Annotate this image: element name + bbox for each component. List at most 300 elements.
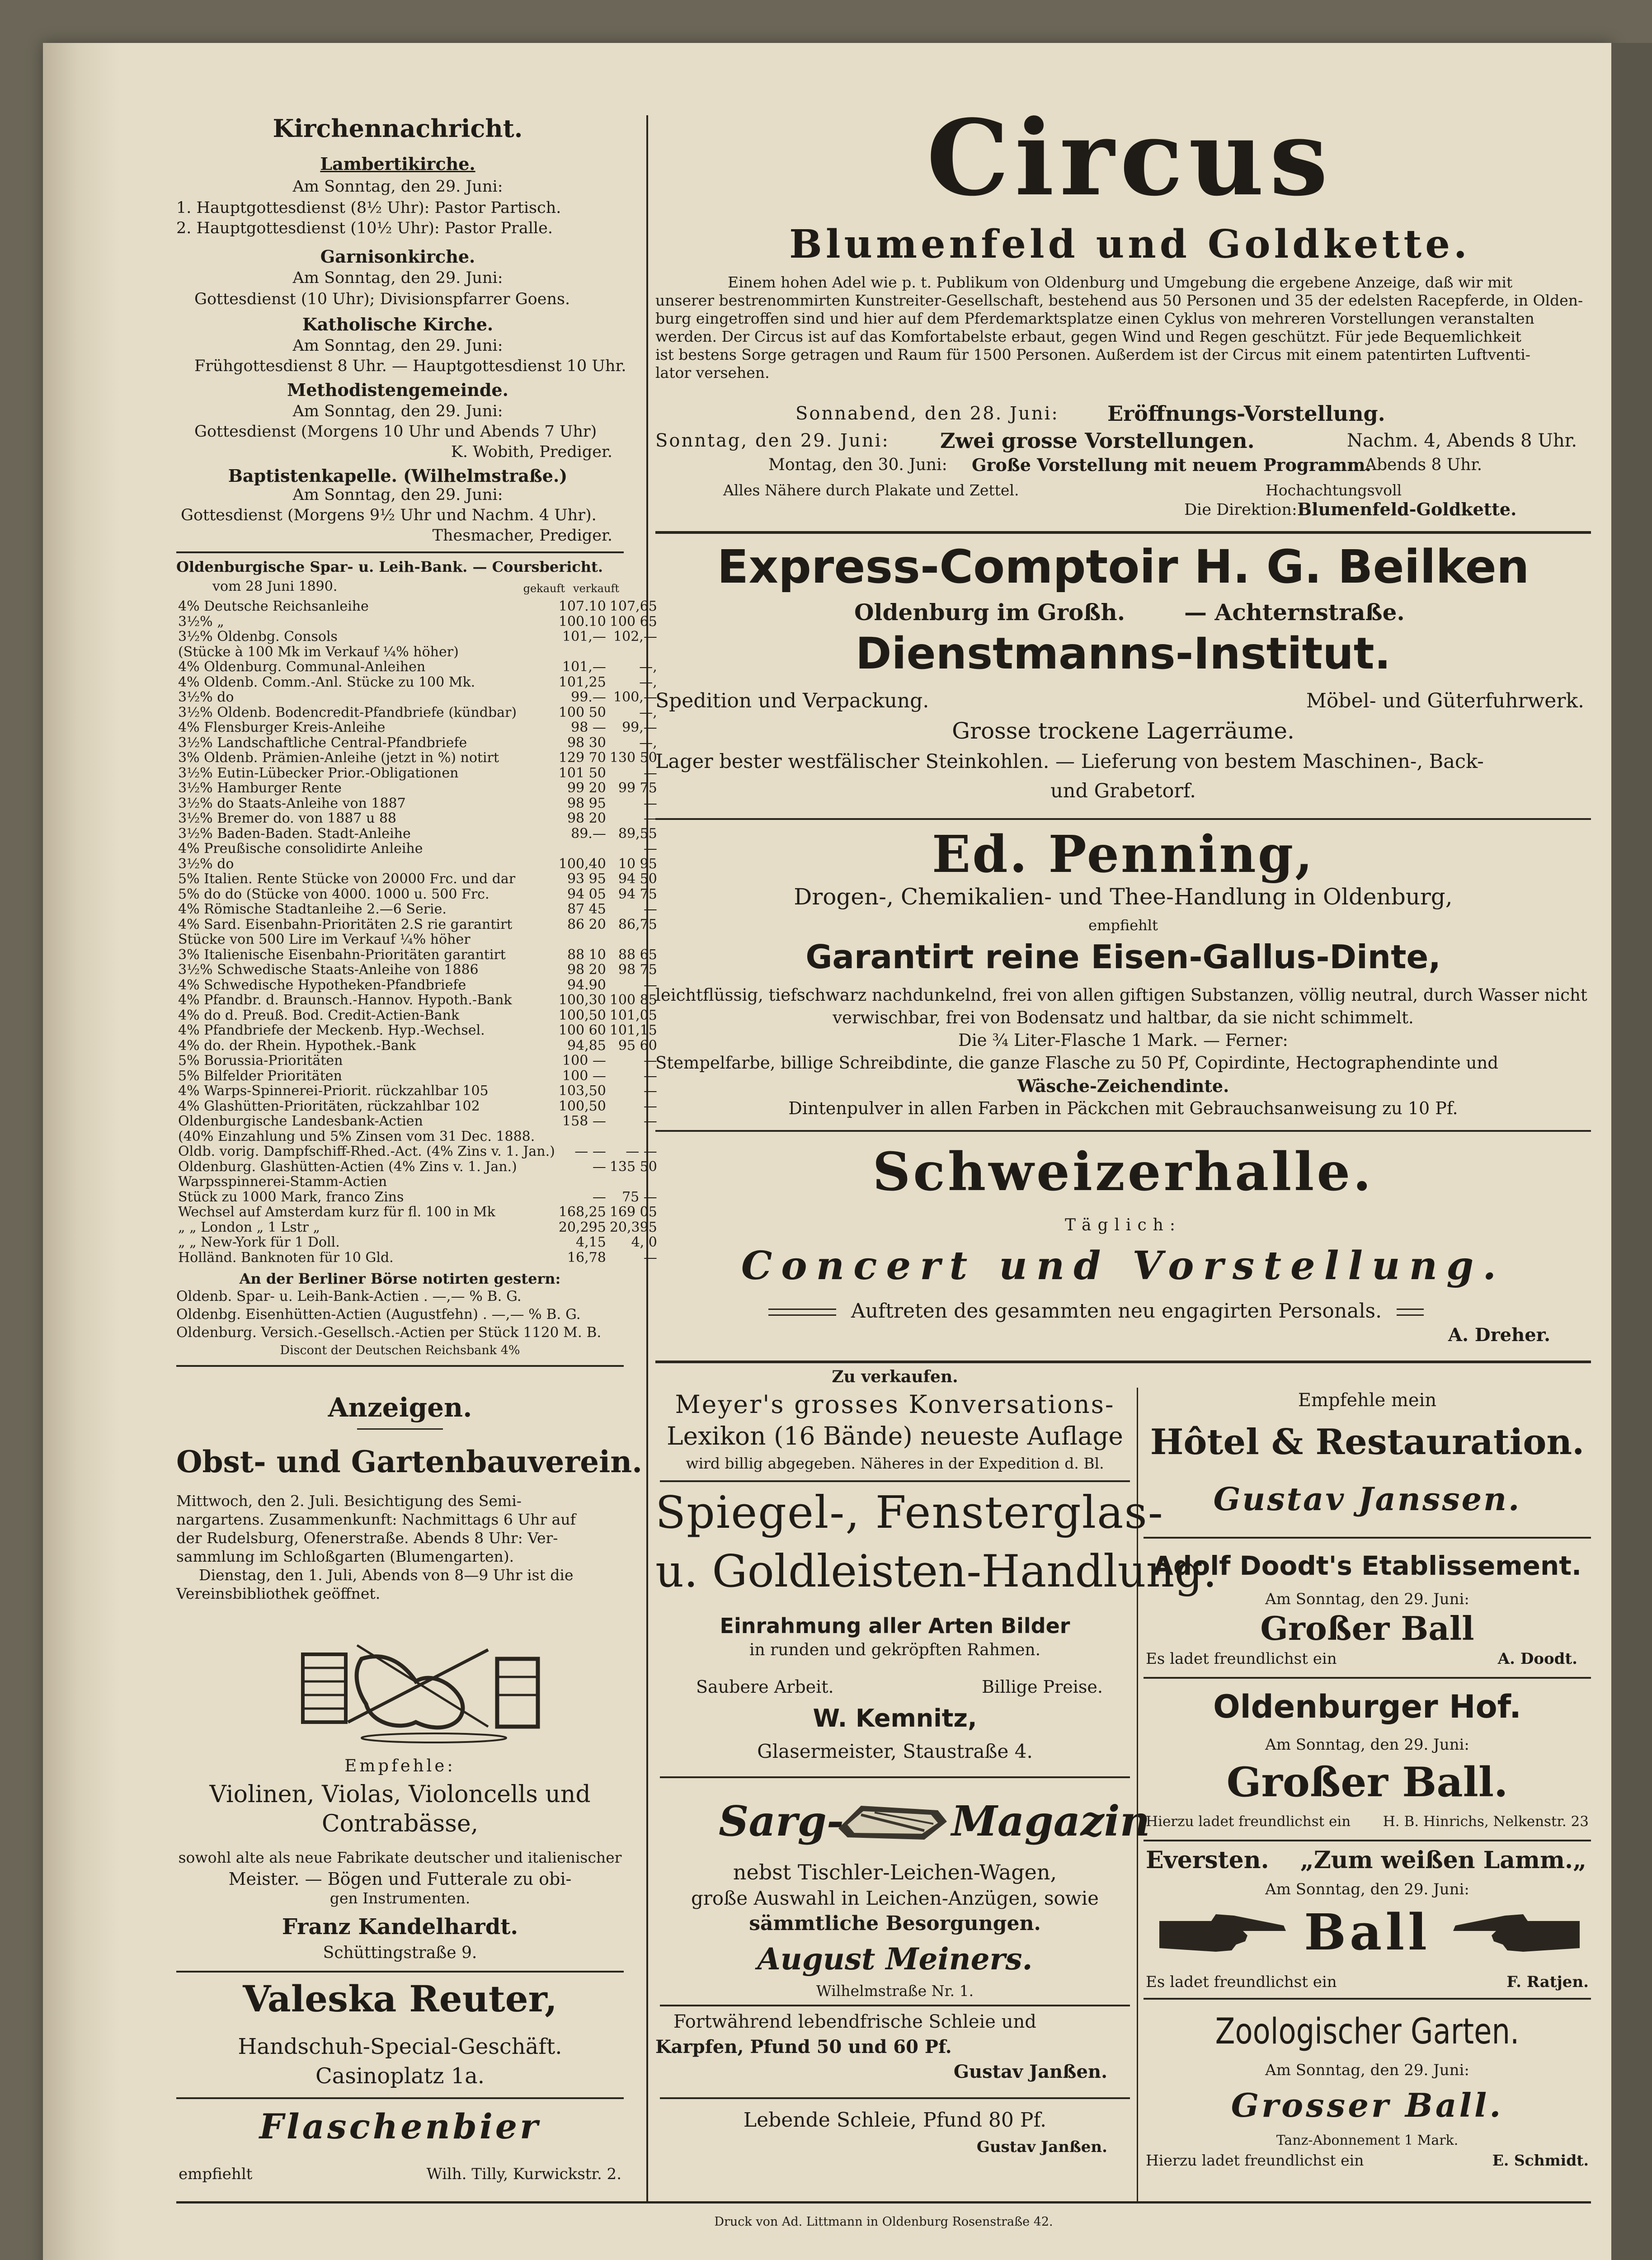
penning-line: Wäsche-Zeichendinte.	[1017, 1076, 1229, 1096]
bank-security: „ „ London „ 1 Lstr „	[178, 1219, 320, 1235]
bank-security: 4% do d. Preuß. Bod. Credit-Actien-Bank	[178, 1007, 460, 1023]
schleie-line: Karpfen, Pfund 50 und 60 Pf.	[655, 2036, 952, 2058]
bank-sold-value: 101,15	[609, 1022, 657, 1038]
bank-sold-value: —	[643, 1068, 657, 1084]
bank-sold-value: 100 85	[609, 992, 657, 1008]
bank-row	[176, 675, 659, 690]
schweizerhalle-daily: Täglich:	[1065, 1216, 1181, 1234]
bank-security: 3½% do Staats-Anleihe von 1887	[178, 795, 406, 811]
bank-sold-value: 99,—	[622, 720, 657, 735]
bank-security: 3½% Baden-Baden. Stadt-Anleihe	[178, 825, 411, 842]
obst-line: Mittwoch, den 2. Juli. Besichtigung des Semi-	[176, 1492, 522, 1510]
bank-bought-value: 16,78	[567, 1249, 606, 1266]
sarg-line: sämmtliche Besorgungen.	[749, 1912, 1041, 1935]
church-line: Gottesdienst (Morgens 9½ Uhr und Nachm. 4 Uhr).	[181, 506, 597, 524]
pointing-hand-left-icon	[1451, 1907, 1582, 1957]
express-line: Spedition und Verpackung.	[655, 689, 929, 712]
berlin-line: Oldenburg. Versich.-Gesellsch.-Actien per Stück 1120 M. B.	[176, 1324, 602, 1341]
bank-bought-value: 88 10	[567, 946, 606, 963]
bank-row	[176, 1250, 659, 1266]
bank-bought-value: 100 50	[558, 704, 606, 720]
church-line: Gottesdienst (10 Uhr); Divisionspfarrer Goens.	[194, 290, 570, 308]
lamm-place: Eversten.	[1146, 1846, 1269, 1874]
sarg-title-b: Magazin	[951, 1797, 1150, 1846]
sarg-address: Wilhelmstraße Nr. 1.	[816, 1982, 974, 2000]
church-garnison: Garnisonkirche.	[320, 246, 475, 267]
bank-sold-value: 10 95	[618, 856, 657, 872]
circus-plakat: Alles Nähere durch Plakate und Zettel.	[723, 481, 1019, 499]
bank-security: 3½% Hamburger Rente	[178, 780, 342, 796]
rule	[655, 1130, 1591, 1132]
circus-sun-show: Zwei grosse Vorstellungen.	[940, 428, 1255, 453]
lamm-sign: F. Ratjen.	[1506, 1973, 1589, 1991]
bank-table-wrap	[176, 598, 657, 1277]
bank-sold-value: 169 05	[609, 1204, 657, 1220]
express-sub-street: — Achternstraße.	[1184, 599, 1405, 626]
doodt-invite: Es ladet freundlichst ein	[1146, 1650, 1337, 1668]
bank-security: 3½% do	[178, 689, 234, 705]
penning-line: Stempelfarbe, billige Schreibdinte, die ganze Flasche zu 50 Pf, Copirdinte, Hectographendinte und	[655, 1053, 1498, 1073]
church-kath: Katholische Kirche.	[302, 314, 494, 334]
lamm-date: Am Sonntag, den 29. Juni:	[1265, 1880, 1469, 1898]
bank-security: Holländ. Banknoten für 10 Gld.	[178, 1249, 394, 1266]
spiegel-merchant: W. Kemnitz,	[813, 1704, 977, 1733]
circus-body-line: lator versehen.	[655, 364, 770, 381]
bank-bought-value: 89.—	[571, 825, 606, 842]
bank-col-sold: verkauft	[573, 582, 619, 595]
bank-bought-value: 101,—	[562, 659, 606, 675]
rule	[357, 1428, 443, 1430]
bank-security: 5% Italien. Rente Stücke von 20000 Frc. und dar	[178, 871, 516, 887]
obst-line: Dienstag, den 1. Juli, Abends von 8—9 Uhr ist die	[199, 1566, 574, 1584]
bank-row	[176, 917, 659, 932]
bank-bought-value: 129 70	[558, 750, 606, 766]
bank-row	[176, 1069, 659, 1084]
bank-row	[176, 962, 659, 978]
bank-security: 5% Borussia-Prioritäten	[178, 1053, 343, 1069]
valeska-line: Handschuh-Special-Geschäft.	[238, 2034, 562, 2059]
bank-security: Stücke von 500 Lire im Verkauf ¼% höher	[178, 932, 471, 947]
ornament-rule	[1397, 1314, 1424, 1316]
bank-sold-value: —	[643, 977, 657, 993]
penning-title: Ed. Penning,	[932, 825, 1315, 884]
bank-row	[176, 1129, 659, 1144]
obst-line: sammlung im Schloßgarten (Blumengarten).	[176, 1548, 514, 1565]
doodt-sign: A. Doodt.	[1497, 1650, 1577, 1668]
express-sub-city: Oldenburg im Großh.	[854, 599, 1125, 626]
bank-security: 3½% Eutin-Lübecker Prior.-Obligationen	[178, 765, 459, 781]
bank-row	[176, 659, 659, 675]
lamm-name: „Zum weißen Lamm.„	[1300, 1846, 1586, 1874]
circus-direction-label: Die Direktion:	[1184, 501, 1297, 519]
schweizerhalle-title: Schweizerhalle.	[872, 1141, 1374, 1203]
ohof-sign: H. B. Hinrichs, Nelkenstr. 23	[1383, 1813, 1589, 1830]
bank-sold-value	[608, 1129, 659, 1144]
bank-security: 3% Oldenb. Prämien-Anleihe (jetzt in %) notirt	[178, 750, 499, 766]
bank-security: 4% Preußische consolidirte Anleihe	[178, 841, 423, 857]
bank-sold-value: —	[643, 841, 657, 857]
bank-row	[176, 1174, 659, 1190]
bank-bought-value: 168,25	[558, 1204, 606, 1220]
spiegel-title2: u. Goldleisten-Handlung.	[655, 1546, 1217, 1597]
penning-empfiehlt: empfiehlt	[1088, 917, 1158, 934]
bank-row	[176, 781, 659, 796]
bank-bought-value: 100.10	[558, 613, 606, 630]
bank-row	[176, 841, 659, 857]
church-date: Am Sonntag, den 29. Juni:	[292, 402, 503, 420]
bank-security: 4% Oldenburg. Communal-Anleihen	[178, 659, 426, 675]
bank-row	[176, 1053, 659, 1069]
bank-bought-value: 101,25	[558, 674, 606, 690]
bank-bought-value: 101,—	[562, 629, 606, 645]
express-title: Express-Comptoir H. G. Beilken	[717, 540, 1530, 594]
bank-security: (Stücke à 100 Mk im Verkauf ¼% höher)	[178, 644, 459, 660]
bank-sold-value: 130 50	[609, 750, 657, 766]
bank-security: (40% Einzahlung und 5% Zinsen vom 31 Dec. 1888.	[178, 1128, 535, 1144]
ohof-ball: Großer Ball.	[1226, 1758, 1508, 1806]
violin-line: Contrabässe,	[321, 1810, 479, 1837]
schweizerhalle-line: Auftreten des gesammten neu engagirten Personals.	[851, 1300, 1382, 1323]
bank-bought-value	[557, 932, 608, 947]
bank-row	[176, 1190, 659, 1205]
church-line: 1. Hauptgottesdienst (8½ Uhr): Pastor Partisch.	[176, 199, 561, 217]
bank-sold-value: 100,—	[613, 689, 657, 705]
church-lamberti: Lambertikirche.	[320, 154, 475, 174]
meyer-head: Zu verkaufen.	[832, 1367, 958, 1386]
circus-hochachtung: Hochachtungsvoll	[1266, 481, 1402, 499]
sarg-title-a: Sarg-	[719, 1797, 844, 1846]
bank-bought-value: 98 95	[567, 795, 606, 811]
circus-mon-date: Montag, den 30. Juni:	[768, 456, 947, 474]
rule	[660, 1480, 1130, 1482]
bank-bought-value	[557, 841, 608, 857]
bank-sold-value: —	[643, 1249, 657, 1266]
ornament-rule	[768, 1309, 836, 1310]
sarg-merchant: August Meiners.	[757, 1941, 1033, 1977]
ornament-rule	[1397, 1309, 1424, 1310]
bank-sold-value: — —	[626, 1144, 657, 1159]
bank-bought-value: 99 20	[567, 780, 606, 796]
berlin-line: Oldenbg. Eisenhütten-Actien (Augustfehn) . —,— % B. G.	[176, 1306, 581, 1323]
church-line: 2. Hauptgottesdienst (10½ Uhr): Pastor Pralle.	[176, 219, 553, 237]
bank-bought-value: 93 95	[567, 871, 606, 887]
bank-sold-value: —,	[639, 704, 657, 720]
bank-row	[176, 811, 659, 826]
bank-security: 4% Deutsche Reichsanleihe	[178, 598, 369, 614]
zoo-title: Zoologischer Garten.	[1215, 2011, 1520, 2052]
obst-title: Obst- und Gartenbauverein.	[176, 1444, 643, 1479]
rule	[176, 2201, 1591, 2204]
bank-row	[176, 887, 659, 902]
bank-row	[176, 1083, 659, 1099]
bank-security: 5% Bilfelder Prioritäten	[178, 1068, 342, 1084]
bank-security: 4% Schwedische Hypotheken-Pfandbriefe	[178, 977, 466, 993]
bank-sold-value: —,	[639, 674, 657, 690]
bank-bought-value: 158 —	[562, 1113, 606, 1129]
doodt-date: Am Sonntag, den 29. Juni:	[1265, 1590, 1469, 1608]
bank-bought-value: 107.10	[558, 598, 606, 614]
bank-bought-value: 100 —	[562, 1068, 606, 1084]
church-line: K. Wobith, Prediger.	[451, 443, 612, 461]
ohof-date: Am Sonntag, den 29. Juni:	[1265, 1736, 1469, 1754]
bank-row	[176, 796, 659, 811]
bank-sold-value: —	[643, 1053, 657, 1069]
rule	[176, 1365, 624, 1367]
circus-sat-show: Eröffnungs-Vorstellung.	[1107, 401, 1385, 426]
schweizerhalle-sign: A. Dreher.	[1448, 1324, 1550, 1346]
bank-bought-value: 20,295	[558, 1219, 606, 1235]
rule	[1144, 1840, 1591, 1841]
express-line: Lager bester westfälischer Steinkohlen. — Lieferung von bestem Maschinen-, Back-	[655, 750, 1484, 773]
rule	[655, 1361, 1591, 1363]
bank-security: 4% Sard. Eisenbahn-Prioritäten 2.S rie garantirt	[178, 916, 513, 932]
circus-body-line: ist bestens Sorge getragen und Raum für 1500 Personen. Außerdem ist der Circus mit einem patentirten Luftventi-	[655, 346, 1530, 363]
bank-security: 4% Pfandbr. d. Braunsch.-Hannov. Hypoth.-Bank	[178, 992, 512, 1008]
bank-row	[176, 645, 659, 660]
bank-bought-value: 94 05	[567, 886, 606, 902]
hotel-head: Empfehle mein	[1298, 1390, 1437, 1411]
spiegel-sub: Einrahmung aller Arten Bilder	[720, 1614, 1070, 1638]
zoo-ball: Grosser Ball.	[1231, 2086, 1504, 2124]
bank-row	[176, 871, 659, 887]
bank-row	[176, 1099, 659, 1114]
doodt-title: Adolf Doodt's Etablissement.	[1153, 1550, 1582, 1581]
schleie-line: Fortwährend lebendfrische Schleie und	[673, 2011, 1036, 2032]
bank-bought-value: 100 60	[558, 1022, 606, 1038]
bank-security: 3½% Landschaftliche Central-Pfandbriefe	[178, 734, 467, 751]
violin-empfehle: Empfehle:	[344, 1756, 456, 1775]
bank-row	[176, 599, 659, 614]
rule	[176, 551, 624, 553]
bank-security: Oldenburg. Glashütten-Actien (4% Zins v. 1. Jan.)	[178, 1158, 517, 1175]
bank-bought-value: 98 20	[567, 810, 606, 826]
circus-sat-date: Sonnabend, den 28. Juni:	[795, 403, 1059, 424]
bank-bought-value: 4,15	[576, 1234, 606, 1250]
violin-address: Schüttingstraße 9.	[323, 1944, 477, 1962]
zoo-sign: E. Schmidt.	[1492, 2152, 1589, 2169]
ohof-invite: Hierzu ladet freundlichst ein	[1146, 1813, 1351, 1830]
bank-row	[176, 690, 659, 705]
sarg-line: nebst Tischler-Leichen-Wagen,	[733, 1860, 1057, 1884]
bank-sold-value: 94 75	[618, 886, 657, 902]
meyer-line: Lexikon (16 Bände) neueste Auflage	[667, 1422, 1123, 1450]
express-line: Möbel- und Güterfuhrwerk.	[1306, 689, 1584, 712]
bank-bought-value: — —	[574, 1144, 606, 1159]
bank-row	[176, 978, 659, 993]
bank-security: 3½% „	[178, 613, 224, 630]
bank-sold-value: —	[643, 1098, 657, 1114]
bank-sold-value: —	[643, 765, 657, 781]
circus-subtitle: Blumenfeld und Goldkette.	[789, 221, 1471, 267]
bank-bought-value	[557, 645, 608, 660]
spiegel-address: Glasermeister, Staustraße 4.	[757, 1740, 1033, 1762]
bank-row	[176, 614, 659, 630]
schweizerhalle-concert: Concert und Vorstellung.	[741, 1243, 1506, 1289]
bank-bought-value: 99.—	[571, 689, 606, 705]
bank-sold-value: 102,—	[613, 629, 657, 645]
berlin-line: Oldenb. Spar- u. Leih-Bank-Actien . —,— % B. G.	[176, 1288, 522, 1304]
bank-sold-value: 89,55	[618, 825, 657, 842]
bank-row	[176, 1114, 659, 1129]
bank-row	[176, 1023, 659, 1038]
bank-row	[176, 1008, 659, 1023]
rule	[1144, 1998, 1591, 2000]
violin-line: Meister. — Bögen und Futterale zu obi-	[228, 1869, 572, 1889]
flaschenbier-left: empfiehlt	[179, 2165, 253, 2183]
rule	[176, 2097, 624, 2099]
circus-body	[655, 273, 1586, 382]
circus-mon-time: Abends 8 Uhr.	[1365, 456, 1483, 474]
bank-bought-value: —	[592, 1158, 606, 1175]
ads-heading: Anzeigen.	[328, 1392, 472, 1423]
bank-header: Oldenburgische Spar- u. Leih-Bank. — Coursbericht.	[176, 558, 603, 575]
spiegel-sub2: in runden und gekröpften Rahmen.	[749, 1641, 1041, 1659]
bank-date: vom 28 Juni 1890.	[212, 579, 338, 594]
lamm-ball: Ball	[1304, 1903, 1431, 1961]
flaschenbier-title: Flaschenbier	[259, 2106, 541, 2147]
bank-bought-value: 101 50	[558, 765, 606, 781]
rule	[1144, 1537, 1591, 1539]
circus-sun-time: Nachm. 4, Abends 8 Uhr.	[1347, 430, 1577, 451]
printer-imprint: Druck von Ad. Littmann in Oldenburg Rosenstraße 42.	[714, 2215, 1053, 2229]
obst-line: nargartens. Zusammenkunft: Nachmittags 6 Uhr auf	[176, 1511, 576, 1528]
bank-row	[176, 629, 659, 645]
bank-sold-value: 135 50	[609, 1158, 657, 1175]
express-line: und Grabetorf.	[1050, 780, 1196, 802]
church-date: Am Sonntag, den 29. Juni:	[292, 178, 503, 196]
sarg-line: große Auswahl in Leichen-Anzügen, sowie	[691, 1887, 1099, 1909]
bank-row	[176, 735, 659, 751]
zoo-date: Am Sonntag, den 29. Juni:	[1265, 2061, 1469, 2079]
circus-title: Circus	[926, 97, 1334, 219]
bank-sold-value: 99 75	[618, 780, 657, 796]
rule	[655, 818, 1591, 820]
schleie-sign: Gustav Janßen.	[953, 2061, 1107, 2082]
bank-row	[176, 1235, 659, 1250]
penning-line: Dintenpulver in allen Farben in Päckchen mit Gebrauchsanweisung zu 10 Pf.	[788, 1098, 1458, 1118]
bank-sold-value: 86,75	[618, 916, 657, 932]
flaschenbier-right: Wilh. Tilly, Kurwickstr. 2.	[426, 2165, 621, 2183]
bank-security: 4% Glashütten-Prioritäten, rückzahlbar 102	[178, 1098, 480, 1114]
spiegel-right: Billige Preise.	[982, 1677, 1103, 1697]
bank-row	[176, 1205, 659, 1220]
penning-line: verwischbar, frei von Bodensatz und haltbar, da sie nicht schimmelt.	[833, 1008, 1414, 1027]
bank-row	[176, 1038, 659, 1054]
bank-security: 3½% Bremer do. von 1887 u 88	[178, 810, 397, 826]
bank-bought-value: 100,50	[558, 1007, 606, 1023]
bank-bought-value: 94,85	[567, 1037, 606, 1054]
rule	[660, 2005, 1130, 2006]
bank-sold-value: —	[643, 1083, 657, 1099]
ohof-title: Oldenburger Hof.	[1213, 1688, 1521, 1725]
bank-sold-value: —	[643, 795, 657, 811]
bank-security: 3% Italienische Eisenbahn-Prioritäten garantirt	[178, 946, 506, 963]
valeska-line: Casinoplatz 1a.	[315, 2063, 485, 2089]
schleie-sign: Gustav Janßen.	[976, 2138, 1107, 2156]
bank-security: Wechsel auf Amsterdam kurz für fl. 100 in Mk	[178, 1204, 495, 1220]
bank-sold-value: 98 75	[618, 962, 657, 978]
bank-bought-value: 98 20	[567, 962, 606, 978]
bank-bought-value: 100 —	[562, 1053, 606, 1069]
bank-security: 4% Oldenb. Comm.-Anl. Stücke zu 100 Mk.	[178, 674, 475, 690]
bank-security: Oldb. vorig. Dampfschiff-Rhed.-Act. (4% Zins v. 1. Jan.)	[178, 1144, 555, 1159]
church-date: Am Sonntag, den 29. Juni:	[292, 486, 503, 504]
bank-row	[176, 902, 659, 917]
bank-bought-value: 103,50	[558, 1083, 606, 1099]
penning-product: Garantirt reine Eisen-Gallus-Dinte,	[805, 938, 1441, 976]
zoo-invite: Hierzu ladet freundlichst ein	[1146, 2152, 1364, 2169]
church-date: Am Sonntag, den 29. Juni:	[292, 269, 503, 287]
circus-direction-name: Blumenfeld-Goldkette.	[1297, 499, 1517, 519]
bank-sold-value: 94 50	[618, 871, 657, 887]
page-binding-shadow	[43, 43, 120, 2260]
bank-bought-value: 98 —	[571, 720, 606, 735]
church-date: Am Sonntag, den 29. Juni:	[292, 337, 503, 355]
bank-bought-value: 100,40	[558, 856, 606, 872]
church-line: Frühgottesdienst 8 Uhr. — Hauptgottesdienst 10 Uhr.	[194, 357, 626, 375]
circus-body-line: Einem hohen Adel wie p. t. Publikum von Oldenburg und Umgebung die ergebene Anzeige, daß wir mit	[728, 273, 1513, 291]
spiegel-left: Saubere Arbeit.	[696, 1677, 834, 1697]
bank-bought-value: 98 30	[567, 734, 606, 751]
bank-row	[176, 705, 659, 720]
page-edge	[1611, 43, 1652, 2260]
bank-row	[176, 1220, 659, 1235]
bank-sold-value: 88 65	[618, 946, 657, 963]
bank-security: 3½% Oldenbg. Consols	[178, 629, 338, 645]
bank-bought-value: 86 20	[567, 916, 606, 932]
bank-sold-value: 20,395	[609, 1219, 657, 1235]
bank-row	[176, 1144, 659, 1159]
circus-body-line: werden. Der Circus ist auf das Komfortabelste erbaut, gegen Wind und Regen geschützt. Für jede Bequemlichkeit	[655, 328, 1521, 345]
church-title: Kirchennachricht.	[273, 114, 523, 143]
meyer-line: wird billig abgegeben. Näheres in der Expedition d. Bl.	[686, 1455, 1104, 1472]
bank-bought-value: —	[592, 1189, 606, 1205]
bank-row	[176, 932, 659, 947]
bank-security: 4% Flensburger Kreis-Anleihe	[178, 720, 386, 735]
bank-row	[176, 750, 659, 766]
doodt-ball: Großer Ball	[1260, 1609, 1474, 1648]
bank-security: Warpsspinnerei-Stamm-Actien	[178, 1174, 387, 1190]
bank-security: Oldenburgische Landesbank-Actien	[178, 1113, 423, 1129]
bank-sold-value: —	[643, 810, 657, 826]
circus-body-line: burg eingetroffen sind und hier auf dem Pferdemarktsplatze einen Cyklus von mehreren Vorstellungen veranstalten	[655, 310, 1534, 327]
bank-security: 3½% do	[178, 856, 234, 872]
rule	[176, 1971, 624, 1973]
bank-sold-value: 101,05	[609, 1007, 657, 1023]
lamm-invite: Es ladet freundlichst ein	[1146, 1973, 1337, 1991]
bank-security: „ „ New-York für 1 Doll.	[178, 1234, 340, 1250]
express-line: Grosse trockene Lagerräume.	[952, 718, 1294, 744]
bank-sold-value: —	[643, 901, 657, 917]
schleie-line: Lebende Schleie, Pfund 80 Pf.	[743, 2109, 1047, 2132]
express-title2: Dienstmanns-Institut.	[855, 628, 1391, 679]
bank-row	[176, 766, 659, 781]
bank-row	[176, 826, 659, 842]
rule	[660, 2097, 1130, 2099]
coffin-icon	[834, 1797, 951, 1846]
hotel-title: Hôtel & Restauration.	[1150, 1422, 1585, 1463]
bank-bought-value: 94.90	[567, 977, 606, 993]
bank-sold-value: 107,65	[609, 598, 657, 614]
bank-sold-value: —,	[639, 659, 657, 675]
bank-security: 4% do. der Rhein. Hypothek.-Bank	[178, 1037, 416, 1054]
bank-bought-value	[557, 1174, 608, 1190]
penning-line: Die ¾ Liter-Flasche 1 Mark. — Ferner:	[958, 1031, 1288, 1050]
bank-sold-value: 4, 0	[631, 1234, 657, 1250]
bank-sold-value: 75 —	[622, 1189, 657, 1205]
church-method: Methodistengemeinde.	[287, 380, 508, 400]
bank-security: 4% Pfandbriefe der Meckenb. Hyp.-Wechsel.	[178, 1022, 485, 1038]
